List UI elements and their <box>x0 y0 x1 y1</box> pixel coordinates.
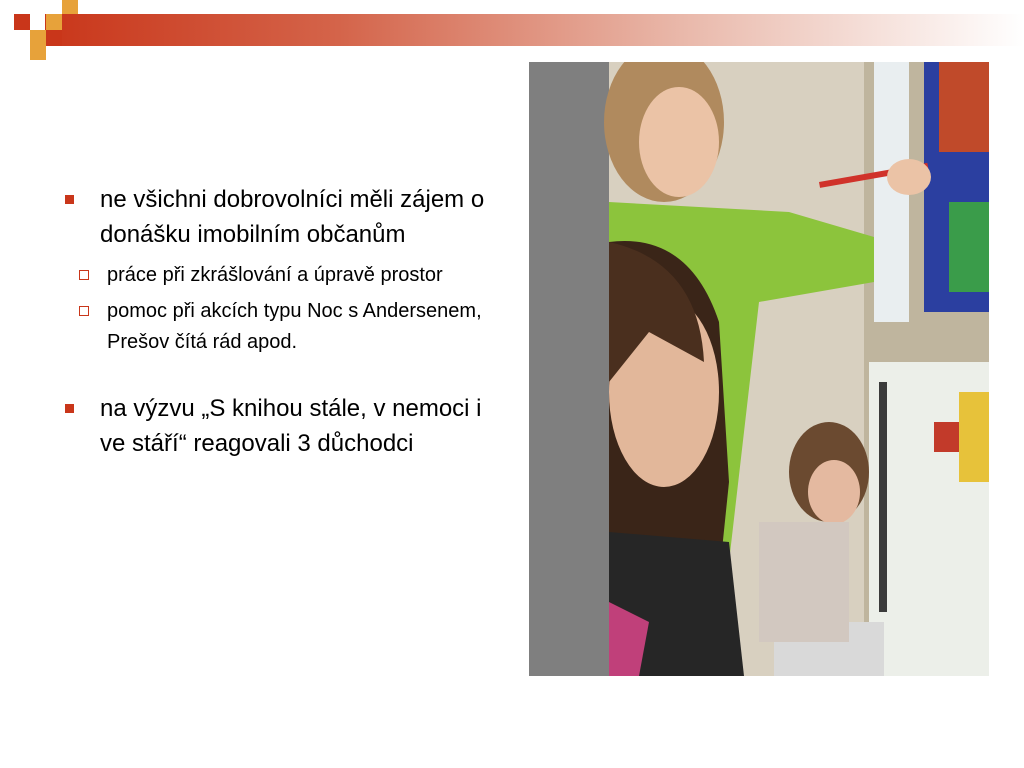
decor-square-icon <box>30 46 46 60</box>
photo-girls-painting-windows <box>529 62 989 676</box>
bullet-item <box>62 391 502 461</box>
hollow-square-icon <box>79 306 89 316</box>
bullet-text: na výzvu „S knihou stále, v nemoci i ve stáří“ reagovali 3 důchodci <box>100 395 482 457</box>
sub-bullet-item <box>24 260 502 291</box>
bullet-text: ne všichni dobrovolníci měli zájem o donášku imobilním občanům <box>100 186 485 248</box>
decor-square-icon <box>46 14 62 30</box>
photo-illustration <box>529 62 989 676</box>
bullet-list <box>62 182 502 461</box>
sub-bullet-item <box>24 296 502 358</box>
sub-bullet-text: práce při zkrášlování a úpravě prostor <box>107 264 443 286</box>
decor-square-icon <box>30 30 46 46</box>
sub-bullet-list <box>62 260 502 358</box>
decor-square-icon <box>14 14 30 30</box>
filled-square-icon <box>65 195 74 204</box>
hollow-square-icon <box>79 270 89 280</box>
header-gradient-bar <box>45 14 1024 46</box>
bullet-item <box>62 182 502 252</box>
decor-square-icon <box>62 0 78 14</box>
filled-square-icon <box>65 404 74 413</box>
decor-square-icon <box>46 30 62 46</box>
sub-bullet-text: pomoc při akcích typu Noc s Andersenem, Prešov čítá rád apod. <box>107 300 482 353</box>
